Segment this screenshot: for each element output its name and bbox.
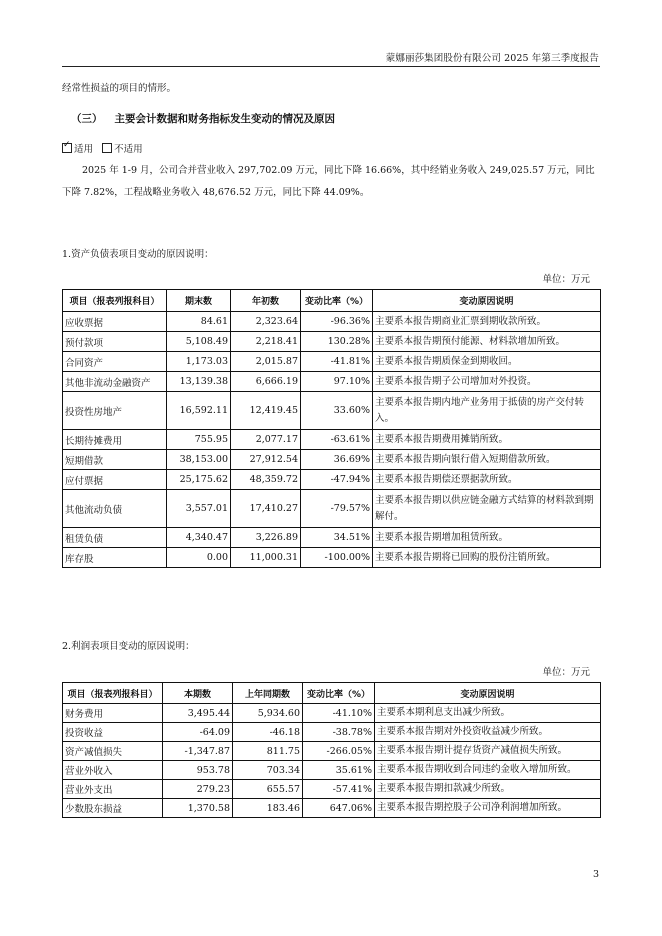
row-current-value: 16,592.11 <box>167 392 231 430</box>
row-prior-value: 5,934.60 <box>233 704 303 723</box>
row-prior-value: 3,226.89 <box>231 528 301 548</box>
row-change-ratio: 36.69% <box>301 450 373 470</box>
row-change-ratio: -57.41% <box>303 780 375 799</box>
row-change-ratio: 647.06% <box>303 799 375 818</box>
row-reason: 主要系本报告期将已回购的股份注销所致。 <box>373 548 601 568</box>
row-change-ratio: -79.57% <box>301 490 373 528</box>
column-header: 年初数 <box>231 290 301 312</box>
row-prior-value: 655.57 <box>233 780 303 799</box>
income-statement-title: 2.利润表项目变动的原因说明： <box>62 641 195 652</box>
row-change-ratio: -96.36% <box>301 312 373 332</box>
row-item-name: 财务费用 <box>63 704 163 723</box>
row-reason: 主要系本报告期增加租赁所致。 <box>373 528 601 548</box>
section-number: （三） <box>71 113 103 125</box>
row-reason: 主要系本报告期预付能源、材料款增加所致。 <box>373 332 601 352</box>
table-row <box>63 352 601 372</box>
report-header-title: 蒙娜丽莎集团股份有限公司 2025 年第三季度报告 <box>385 53 599 64</box>
row-item-name: 投资收益 <box>63 723 163 742</box>
row-item-name: 长期待摊费用 <box>63 430 167 450</box>
column-header: 变动比率（%） <box>303 683 375 704</box>
row-prior-value: 11,000.31 <box>231 548 301 568</box>
row-reason: 主要系本报告期内地产业务用于抵债的房产交付转入。 <box>373 392 601 430</box>
not-applicable-checkbox <box>102 143 112 153</box>
row-current-value: 279.23 <box>163 780 233 799</box>
row-change-ratio: -63.61% <box>301 430 373 450</box>
balance-sheet-table <box>62 289 601 568</box>
row-current-value: 953.78 <box>163 761 233 780</box>
table-row <box>63 799 601 818</box>
row-reason: 主要系本报告期扣款减少所致。 <box>375 780 601 799</box>
row-reason: 主要系本报告期子公司增加对外投资。 <box>373 372 601 392</box>
row-current-value: 5,108.49 <box>167 332 231 352</box>
row-reason: 主要系本报告期计提存货资产减值损失所致。 <box>375 742 601 761</box>
row-prior-value: 48,359.72 <box>231 470 301 490</box>
row-item-name: 库存股 <box>63 548 167 568</box>
row-item-name: 应收票据 <box>63 312 167 332</box>
row-current-value: -1,347.87 <box>163 742 233 761</box>
table-row <box>63 470 601 490</box>
not-applicable-label: 不适用 <box>114 144 143 155</box>
row-prior-value: 6,666.19 <box>231 372 301 392</box>
row-current-value: -64.09 <box>163 723 233 742</box>
row-change-ratio: -266.05% <box>303 742 375 761</box>
table-row <box>63 742 601 761</box>
row-current-value: 25,175.62 <box>167 470 231 490</box>
row-item-name: 租赁负债 <box>63 528 167 548</box>
table-row <box>63 780 601 799</box>
summary-paragraph <box>62 160 602 204</box>
row-change-ratio: 97.10% <box>301 372 373 392</box>
table-row <box>63 312 601 332</box>
row-item-name: 营业外收入 <box>63 761 163 780</box>
row-reason: 主要系本报告期向银行借入短期借款所致。 <box>373 450 601 470</box>
row-change-ratio: -38.78% <box>303 723 375 742</box>
row-current-value: 1,173.03 <box>167 352 231 372</box>
row-item-name: 合同资产 <box>63 352 167 372</box>
row-prior-value: -46.18 <box>233 723 303 742</box>
row-item-name: 资产减值损失 <box>63 742 163 761</box>
row-change-ratio: 130.28% <box>301 332 373 352</box>
table-row <box>63 704 601 723</box>
lead-text: 经常性损益的项目的情形。 <box>62 83 177 94</box>
row-item-name: 短期借款 <box>63 450 167 470</box>
row-reason: 主要系本期利息支出减少所致。 <box>375 704 601 723</box>
row-change-ratio: -100.00% <box>301 548 373 568</box>
section-title: 主要会计数据和财务指标发生变动的情况及原因 <box>114 113 335 125</box>
row-change-ratio: 35.61% <box>303 761 375 780</box>
row-prior-value: 2,323.64 <box>231 312 301 332</box>
row-reason: 主要系本报告期收到合同违约金收入增加所致。 <box>375 761 601 780</box>
row-current-value: 38,153.00 <box>167 450 231 470</box>
summary-line-2: 下降 7.82%，工程战略业务收入 48,676.52 万元，同比下降 44.09%。 <box>62 187 370 198</box>
row-reason: 主要系本报告期对外投资收益减少所致。 <box>375 723 601 742</box>
column-header: 变动原因说明 <box>373 290 601 312</box>
column-header: 期末数 <box>167 290 231 312</box>
row-current-value: 4,340.47 <box>167 528 231 548</box>
row-change-ratio: -41.81% <box>301 352 373 372</box>
row-prior-value: 2,015.87 <box>231 352 301 372</box>
row-prior-value: 183.46 <box>233 799 303 818</box>
row-prior-value: 703.34 <box>233 761 303 780</box>
table-row <box>63 723 601 742</box>
table-row <box>63 372 601 392</box>
row-prior-value: 2,077.17 <box>231 430 301 450</box>
row-current-value: 13,139.38 <box>167 372 231 392</box>
column-header: 项目（报表列报科目） <box>63 683 163 704</box>
table-row <box>63 332 601 352</box>
applicable-checkbox <box>62 143 72 153</box>
column-header: 项目（报表列报科目） <box>63 290 167 312</box>
balance-sheet-title: 1.资产负债表项目变动的原因说明： <box>62 249 214 260</box>
column-header: 变动比率（%） <box>301 290 373 312</box>
row-item-name: 营业外支出 <box>63 780 163 799</box>
row-prior-value: 27,912.54 <box>231 450 301 470</box>
table-row <box>63 528 601 548</box>
row-reason: 主要系本报告期费用摊销所致。 <box>373 430 601 450</box>
row-prior-value: 811.75 <box>233 742 303 761</box>
row-change-ratio: -47.94% <box>301 470 373 490</box>
income-statement-unit: 单位：万元 <box>542 667 590 678</box>
row-change-ratio: 33.60% <box>301 392 373 430</box>
applicability-options <box>62 141 143 155</box>
table-row <box>63 430 601 450</box>
row-reason: 主要系本报告期以供应链金融方式结算的材料款到期解付。 <box>373 490 601 528</box>
row-reason: 主要系本报告期偿还票据款所致。 <box>373 470 601 490</box>
table-row <box>63 392 601 430</box>
table-row <box>63 450 601 470</box>
row-item-name: 投资性房地产 <box>63 392 167 430</box>
section-heading <box>71 111 347 126</box>
row-item-name: 应付票据 <box>63 470 167 490</box>
row-change-ratio: 34.51% <box>301 528 373 548</box>
header-divider <box>62 66 600 67</box>
row-change-ratio: -41.10% <box>303 704 375 723</box>
column-header: 本期数 <box>163 683 233 704</box>
page-number: 3 <box>592 869 599 880</box>
applicable-label: 适用 <box>74 144 94 155</box>
table-row <box>63 761 601 780</box>
row-current-value: 3,557.01 <box>167 490 231 528</box>
row-prior-value: 2,218.41 <box>231 332 301 352</box>
row-current-value: 3,495.44 <box>163 704 233 723</box>
income-statement-table <box>62 682 601 818</box>
row-item-name: 少数股东损益 <box>63 799 163 818</box>
row-prior-value: 17,410.27 <box>231 490 301 528</box>
row-item-name: 预付款项 <box>63 332 167 352</box>
balance-sheet-unit: 单位：万元 <box>542 274 590 285</box>
row-current-value: 0.00 <box>167 548 231 568</box>
row-reason: 主要系本报告期质保金到期收回。 <box>373 352 601 372</box>
row-reason: 主要系本报告期控股子公司净利润增加所致。 <box>375 799 601 818</box>
row-current-value: 755.95 <box>167 430 231 450</box>
summary-line-1: 2025 年 1-9 月，公司合并营业收入 297,702.09 万元，同比下降 16.66%，其中经销业务收入 249,025.57 万元，同比 <box>82 165 595 176</box>
table-row <box>63 490 601 528</box>
column-header: 上年同期数 <box>233 683 303 704</box>
column-header: 变动原因说明 <box>375 683 601 704</box>
table-row <box>63 548 601 568</box>
row-reason: 主要系本报告期商业汇票到期收款所致。 <box>373 312 601 332</box>
row-item-name: 其他非流动金融资产 <box>63 372 167 392</box>
row-current-value: 84.61 <box>167 312 231 332</box>
row-prior-value: 12,419.45 <box>231 392 301 430</box>
row-current-value: 1,370.58 <box>163 799 233 818</box>
row-item-name: 其他流动负债 <box>63 490 167 528</box>
